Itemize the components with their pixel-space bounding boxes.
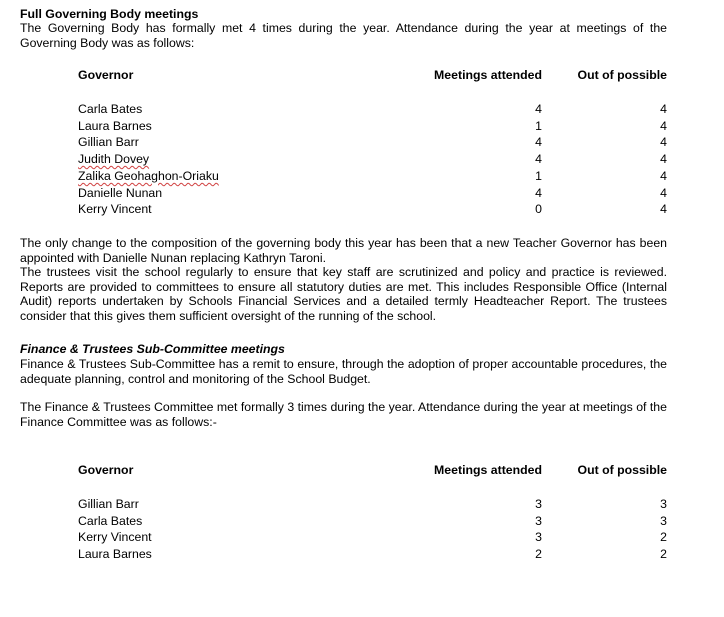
meetings-attended-value: 2	[535, 547, 542, 562]
governor-name: Laura Barnes	[78, 547, 152, 562]
table-row	[0, 530, 724, 547]
governor-name: Carla Bates	[78, 513, 143, 528]
meetings-attended-value: 3	[535, 513, 542, 528]
meetings-attended-value: 4	[535, 135, 542, 150]
column-header-out-of-possible: Out of possible	[577, 68, 667, 82]
table-row	[0, 497, 724, 514]
section-heading-finance-trustees: Finance & Trustees Sub-Committee meetings	[20, 342, 285, 356]
table-row	[0, 186, 724, 203]
out-of-possible-value: 2	[660, 530, 667, 545]
out-of-possible-value: 4	[660, 168, 667, 183]
governor-name: Judith Dovey	[78, 152, 150, 167]
meetings-attended-value: 4	[535, 102, 542, 116]
out-of-possible-value: 4	[660, 202, 667, 217]
table-row	[0, 202, 724, 219]
governor-name: Gillian Barr	[78, 497, 139, 511]
column-header-meetings-attended: Meetings attended	[434, 463, 542, 477]
trustees-oversight-note: The trustees visit the school regularly to ensure that key staff are scrutinized and policy and practice is reviewed. Reports are provided to committees to ensure all statutory duties are met. This includes Responsible Office (Internal Audit) reports undertaken by Schools Financial Services and a detailed termly Headteacher Report. The trustees consider that this gives them sufficient oversight of the running of the school.	[20, 265, 667, 323]
out-of-possible-value: 3	[660, 513, 667, 528]
meetings-attended-value: 0	[535, 202, 542, 217]
column-header-meetings-attended: Meetings attended	[434, 68, 542, 82]
finance-committee-remit: Finance & Trustees Sub-Committee has a remit to ensure, through the adoption of proper accountable procedures, the adequate planning, control and monitoring of the School Budget.	[20, 357, 667, 386]
column-header-governor: Governor	[78, 463, 134, 477]
meetings-attended-value: 3	[535, 497, 542, 511]
table-row	[0, 135, 724, 152]
governing-body-intro: The Governing Body has formally met 4 times during the year. Attendance during the year at meetings of the Governing Body was as follows:	[20, 21, 667, 50]
table-row	[0, 102, 724, 119]
governor-name: Kerry Vincent	[78, 202, 152, 217]
out-of-possible-value: 4	[660, 135, 667, 150]
meetings-attended-value: 4	[535, 185, 542, 200]
table-row	[0, 547, 724, 564]
governor-name: Zalika Geohaghon-Oriaku	[78, 168, 219, 183]
governor-name: Carla Bates	[78, 102, 143, 116]
out-of-possible-value: 4	[660, 102, 667, 116]
table-row	[0, 169, 724, 186]
column-header-out-of-possible: Out of possible	[577, 463, 667, 477]
meetings-attended-value: 1	[535, 168, 542, 183]
governor-name: Gillian Barr	[78, 135, 139, 150]
meetings-attended-value: 3	[535, 530, 542, 545]
meetings-attended-value: 1	[535, 118, 542, 133]
finance-committee-intro: The Finance & Trustees Committee met formally 3 times during the year. Attendance during the year at meetings of the Finance Committee was as follows:-	[20, 400, 667, 429]
governor-name: Danielle Nunan	[78, 185, 163, 200]
governor-name: Laura Barnes	[78, 118, 152, 133]
table-row	[0, 152, 724, 169]
meetings-attended-value: 4	[535, 152, 542, 167]
out-of-possible-value: 2	[660, 547, 667, 562]
out-of-possible-value: 4	[660, 118, 667, 133]
column-header-governor: Governor	[78, 68, 134, 82]
out-of-possible-value: 3	[660, 497, 667, 511]
composition-change-note: The only change to the composition of the governing body this year has been that a new Teacher Governor has been appointed with Danielle Nunan replacing Kathryn Taroni.	[20, 236, 667, 265]
governor-name: Kerry Vincent	[78, 530, 152, 545]
table-row	[0, 119, 724, 136]
table-row	[0, 514, 724, 531]
out-of-possible-value: 4	[660, 152, 667, 167]
out-of-possible-value: 4	[660, 185, 667, 200]
section-heading-full-governing-body: Full Governing Body meetings	[20, 7, 199, 21]
